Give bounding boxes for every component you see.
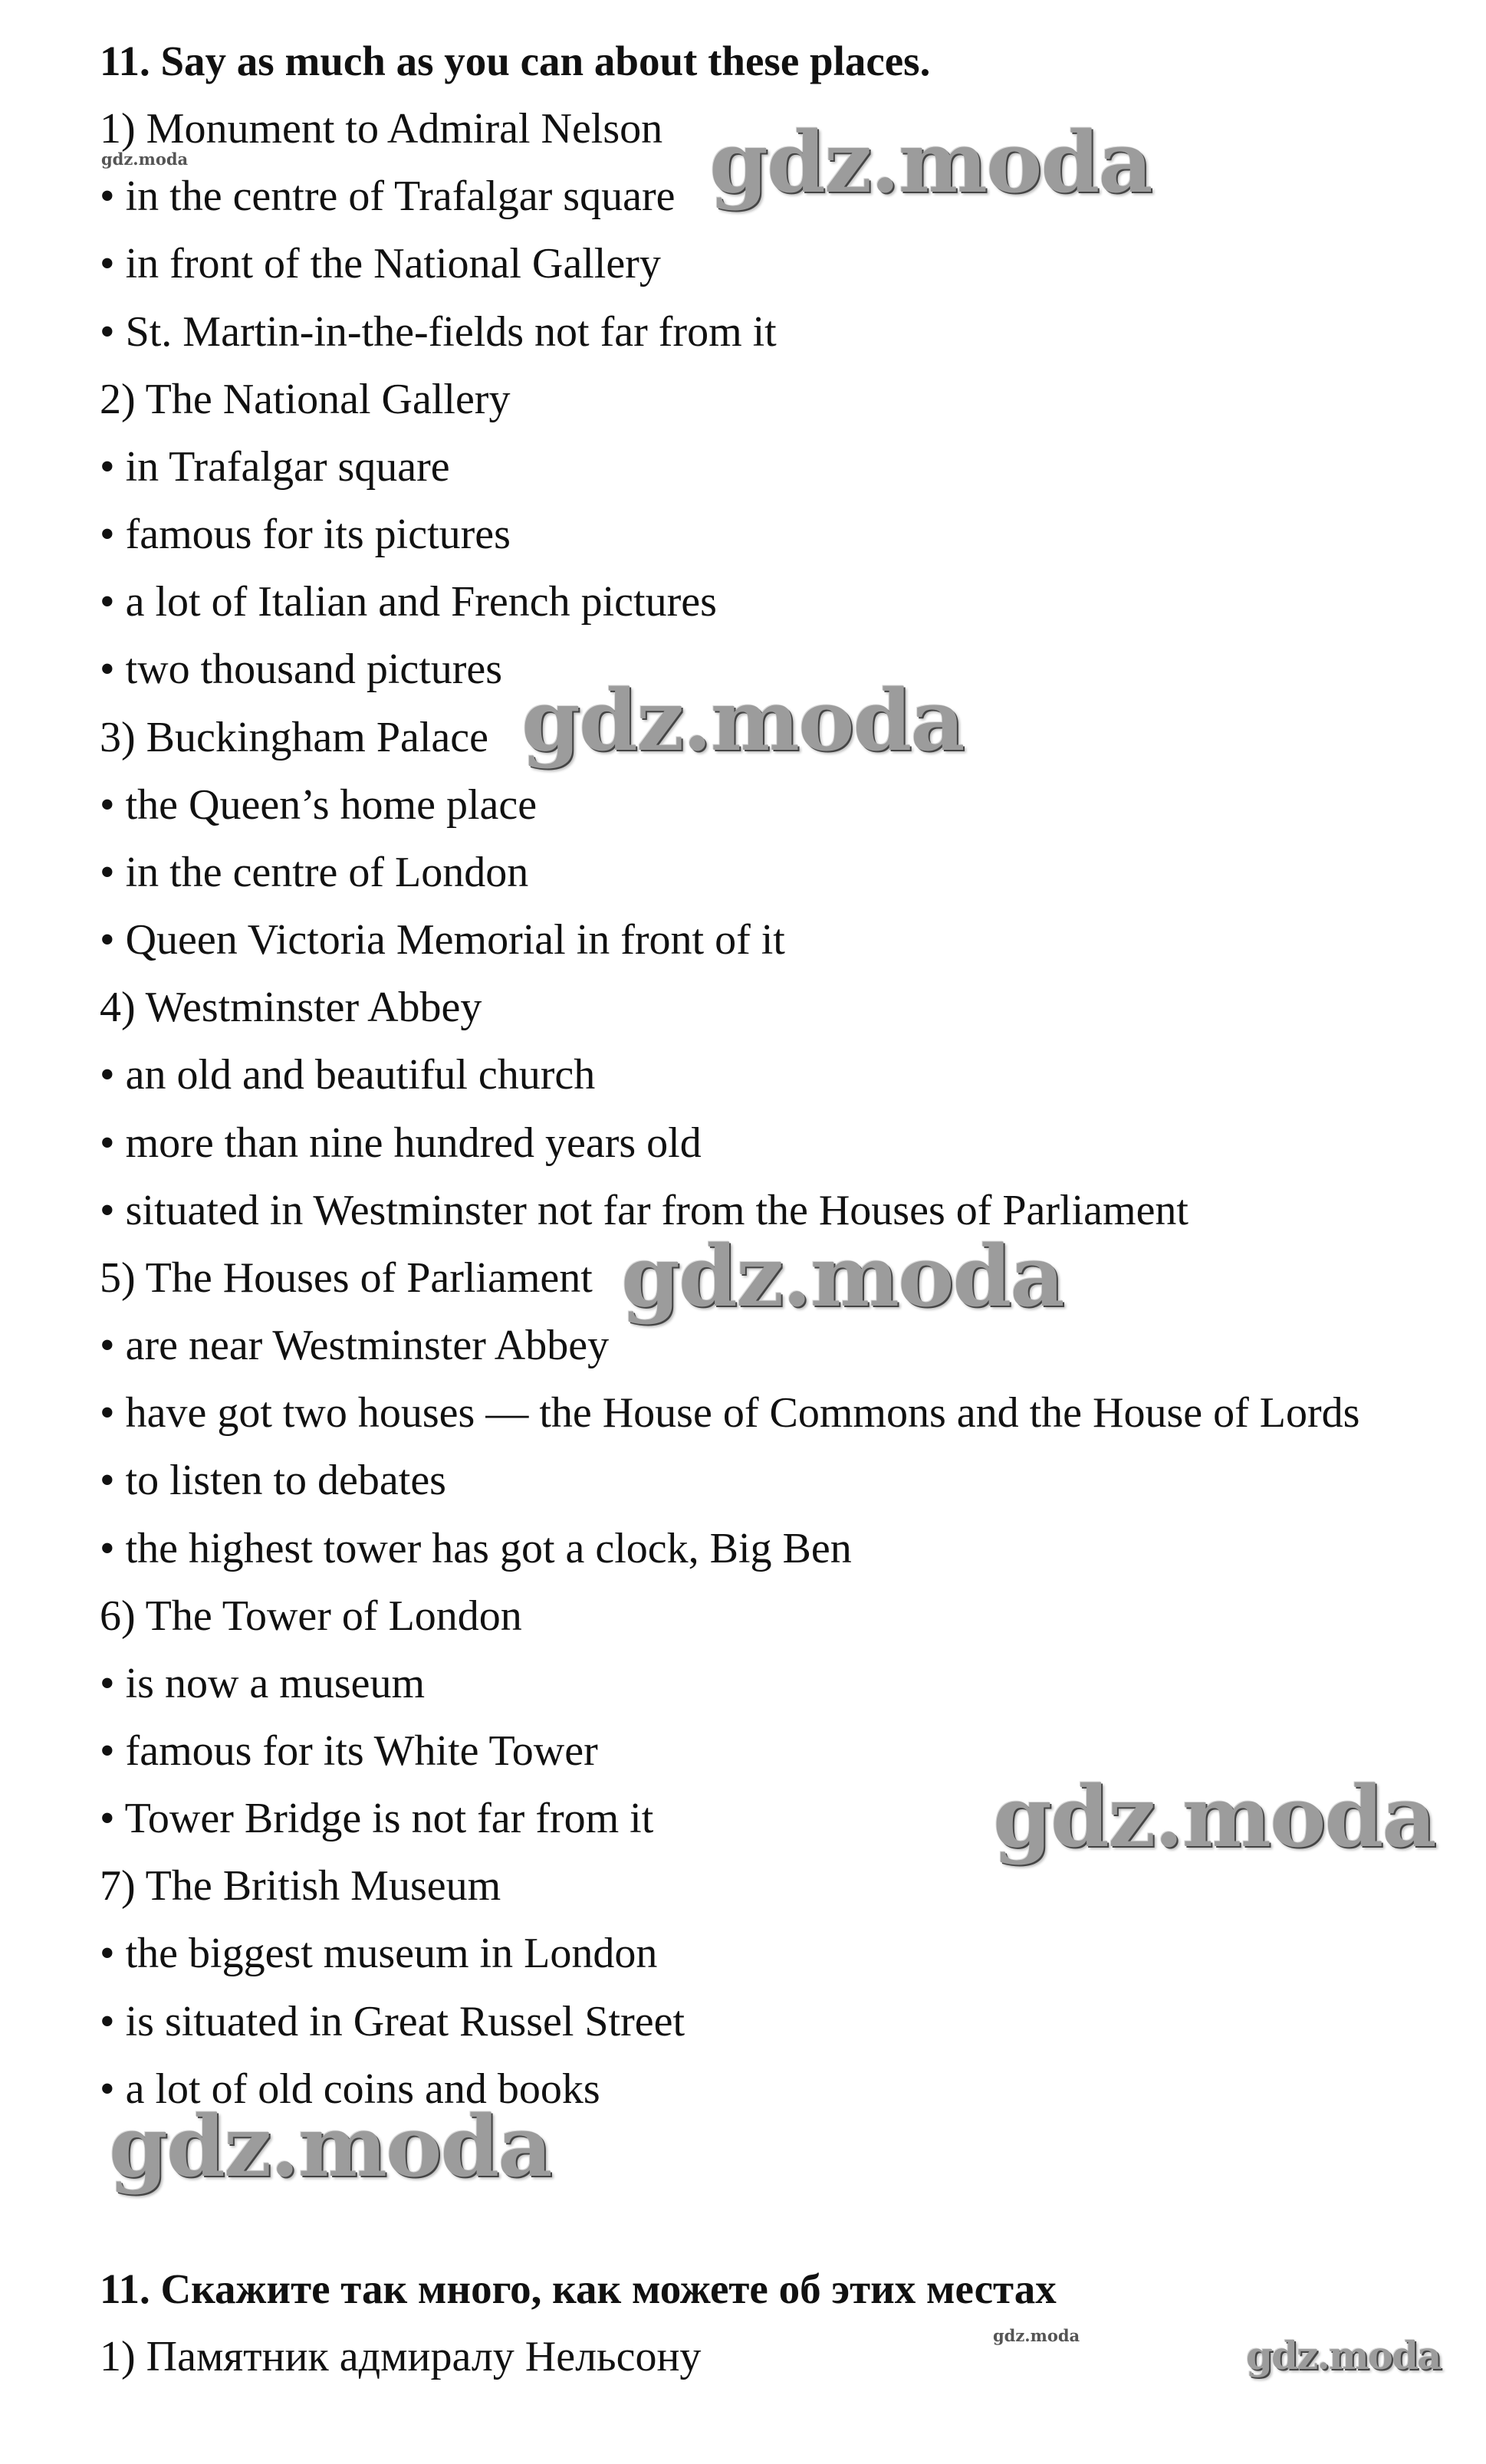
watermark: gdz.moda <box>621 1227 1064 1326</box>
list-item: 7) The British Museum <box>100 1862 501 1910</box>
watermark: gdz.moda <box>993 1767 1435 1866</box>
list-item: • situated in Westminster not far from the Houses of Parliament <box>100 1187 1188 1234</box>
list-item: 1) Памятник адмиралу Нельсону <box>100 2333 702 2380</box>
list-item: • a lot of Italian and French pictures <box>100 578 717 626</box>
watermark: gdz.moda <box>1246 2333 1441 2378</box>
list-item: • Tower Bridge is not far from it <box>100 1795 654 1842</box>
list-item: • in the centre of Trafalgar square <box>100 172 676 220</box>
list-item: • is situated in Great Russel Street <box>100 1998 685 2045</box>
list-item: 1) Monument to Admiral Nelson <box>100 105 663 153</box>
list-item: • more than nine hundred years old <box>100 1119 702 1167</box>
list-item: • the Queen’s home place <box>100 781 538 829</box>
list-item: • Queen Victoria Memorial in front of it <box>100 916 785 964</box>
list-item: • have got two houses — the House of Commons and the House of Lords <box>100 1389 1360 1437</box>
list-item: • in the centre of London <box>100 849 529 896</box>
list-item: 5) The Houses of Parliament <box>100 1254 593 1302</box>
list-item: • St. Martin-in-the-fields not far from it <box>100 308 777 356</box>
list-item: • are near Westminster Abbey <box>100 1322 610 1369</box>
list-item: • in front of the National Gallery <box>100 240 661 287</box>
list-item: 2) The National Gallery <box>100 376 511 423</box>
list-item: • to listen to debates <box>100 1457 446 1504</box>
list-item: 4) Westminster Abbey <box>100 984 482 1031</box>
list-item: • in Trafalgar square <box>100 443 450 491</box>
list-item: • the highest tower has got a clock, Big Ben <box>100 1525 852 1572</box>
list-item: • a lot of old coins and books <box>100 2065 600 2113</box>
exercise-heading-ru: 11. Скажите так много, как можете об этих местах <box>100 2265 1057 2312</box>
list-item: • the biggest museum in London <box>100 1930 658 1977</box>
watermark-small: gdz.moda <box>993 2326 1080 2345</box>
list-item: 3) Buckingham Palace <box>100 714 488 761</box>
list-item: • two thousand pictures <box>100 646 503 693</box>
list-item: • an old and beautiful church <box>100 1051 596 1099</box>
watermark: gdz.moda <box>709 113 1152 212</box>
watermark-small: gdz.moda <box>101 149 189 169</box>
list-item: • famous for its White Tower <box>100 1727 598 1775</box>
list-item: 6) The Tower of London <box>100 1592 522 1640</box>
watermark: gdz.moda <box>521 671 964 770</box>
exercise-heading-en: 11. Say as much as you can about these places. <box>100 38 931 84</box>
list-item: • famous for its pictures <box>100 511 511 558</box>
watermark: gdz.moda <box>109 2097 551 2196</box>
list-item: • is now a museum <box>100 1660 426 1707</box>
